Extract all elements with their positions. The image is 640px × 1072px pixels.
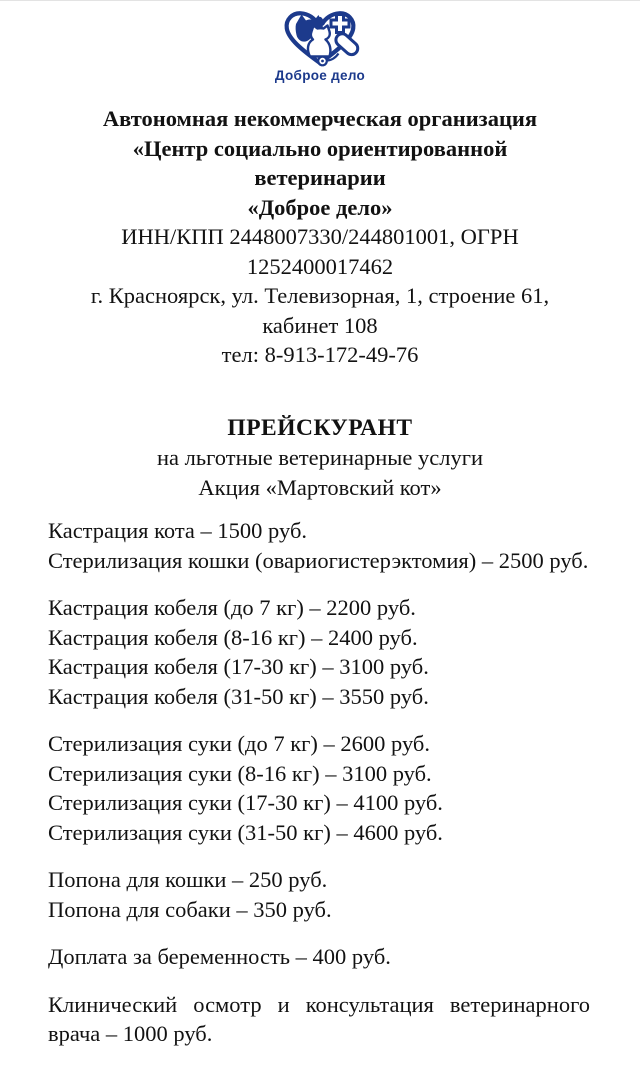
price-item: Попона для кошки – 250 руб.: [48, 867, 328, 892]
pricelist-body: [48, 516, 590, 1049]
price-item: Кастрация кобеля (8-16 кг) – 2400 руб.: [48, 624, 418, 650]
pricelist-subtitle: на льготные ветеринарные услуги: [157, 445, 483, 470]
price-item: Стерилизация кошки (овариогистерэктомия) – 2500 руб.: [48, 547, 589, 573]
price-item: Доплата за беременность – 400 руб.: [48, 944, 391, 969]
price-item: Кастрация кобеля (17-30 кг) – 3100 руб.: [48, 654, 429, 679]
org-name-line: «Центр социально ориентированной: [132, 135, 508, 161]
org-phone: тел: 8-913-172-49-76: [221, 342, 419, 367]
price-group-cats: [48, 516, 590, 575]
pricelist-subtitle: Акция «Мартовский кот»: [198, 474, 442, 500]
price-group-female-dogs: [48, 729, 590, 847]
price-item: Кастрация кобеля (до 7 кг) – 2200 руб.: [48, 595, 416, 620]
price-group-pregnancy: [48, 942, 590, 972]
logo-caption: Доброе дело: [274, 68, 366, 83]
price-item: Кастрация кобеля (31-50 кг) – 3550 руб.: [48, 683, 429, 709]
pricelist-title: [0, 414, 640, 503]
org-name-line: «Доброе дело»: [247, 194, 393, 220]
price-item: Стерилизация суки (до 7 кг) – 2600 руб.: [48, 731, 431, 756]
price-item: Стерилизация суки (8-16 кг) – 3100 руб.: [48, 760, 432, 786]
pricelist-heading: ПРЕЙСКУРАНТ: [227, 414, 413, 441]
price-group-examination: [48, 990, 590, 1049]
price-item: Попона для собаки – 350 руб.: [48, 896, 332, 922]
price-item: Кастрация кота – 1500 руб.: [48, 518, 308, 543]
logo: [0, 1, 640, 83]
org-address-line: кабинет 108: [262, 312, 378, 338]
org-ogrn-number: 1252400017462: [246, 253, 394, 279]
org-name-line: ветеринарии: [254, 165, 386, 190]
price-group-blankets: [48, 865, 590, 924]
org-header: [0, 104, 640, 370]
org-name-line: Автономная некоммерческая организация: [102, 106, 538, 131]
vet-heart-logo-icon: [275, 8, 365, 68]
price-item: Стерилизация суки (31-50 кг) – 4600 руб.: [48, 819, 443, 845]
org-address-line: г. Красноярск, ул. Телевизорная, 1, строение 61,: [90, 283, 550, 308]
price-item: Стерилизация суки (17-30 кг) – 4100 руб.: [48, 790, 443, 815]
org-inn-ogrn-line: ИНН/КПП 2448007330/244801001, ОГРН: [121, 224, 519, 249]
price-group-male-dogs: [48, 593, 590, 711]
price-item: Клинический осмотр и консультация ветеринарного врача – 1000 руб.: [48, 991, 590, 1046]
